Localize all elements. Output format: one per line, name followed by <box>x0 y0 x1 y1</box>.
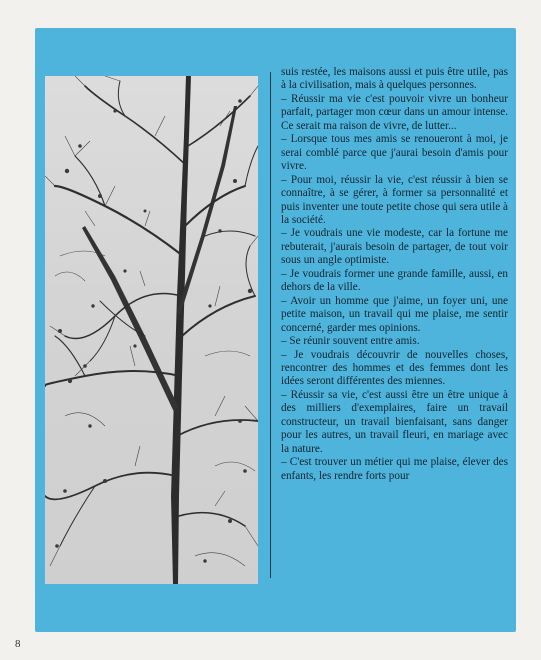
paragraph: – C'est trouver un métier qui me plaise, élever des enfants, les rendre forts pour <box>281 456 508 482</box>
tree-photo <box>45 76 258 584</box>
paragraph: – Pour moi, réussir la vie, c'est réussir à bien se connaître, à se gérer, à former sa personnalité et puis inventer une toute petite chose qui sera utile à la société. <box>281 173 508 226</box>
paragraph: – Réussir sa vie, c'est aussi être un être unique à des milliers d'exemplaires, faire un travail constructeur, un travail bienfaisant, sans danger pour les autres, un travail fleuri, en mariage avec la nature. <box>281 388 508 455</box>
paragraph: – Se réunir souvent entre amis. <box>281 335 420 348</box>
column-divider <box>270 72 271 578</box>
paragraph: – Je voudrais une vie modeste, car la fortune me rebuterait, j'aurais besoin de partager, de tout voir sous un angle optimiste. <box>281 227 508 267</box>
paragraph: – Je voudrais découvrir de nouvelles choses, rencontrer des hommes et des femmes dont les idées seront différentes des miennes. <box>281 348 508 388</box>
page-number: 8 <box>15 638 21 650</box>
body-text <box>281 66 508 483</box>
paragraph: – Avoir un homme que j'aime, un foyer uni, une petite maison, un travail qui me plaise, me sentir concerné, garder mes opinions. <box>281 294 508 334</box>
paragraph: – Je voudrais former une grande famille, aussi, en dehors de la ville. <box>281 267 508 294</box>
tree-photo-icon <box>45 76 258 584</box>
paragraph: suis restée, les maisons aussi et puis être utile, pas à la civilisation, mais à quelques personnes. <box>281 66 508 92</box>
paragraph: – Réussir ma vie c'est pouvoir vivre un bonheur parfait, partager mon cœur dans un amour intense. Ce serait ma raison de vivre, de lutter... <box>281 92 508 132</box>
paragraph: – Lorsque tous mes amis se renoueront à moi, je serai comblé parce que j'aurai besoin d'amis pour vivre. <box>281 133 508 173</box>
